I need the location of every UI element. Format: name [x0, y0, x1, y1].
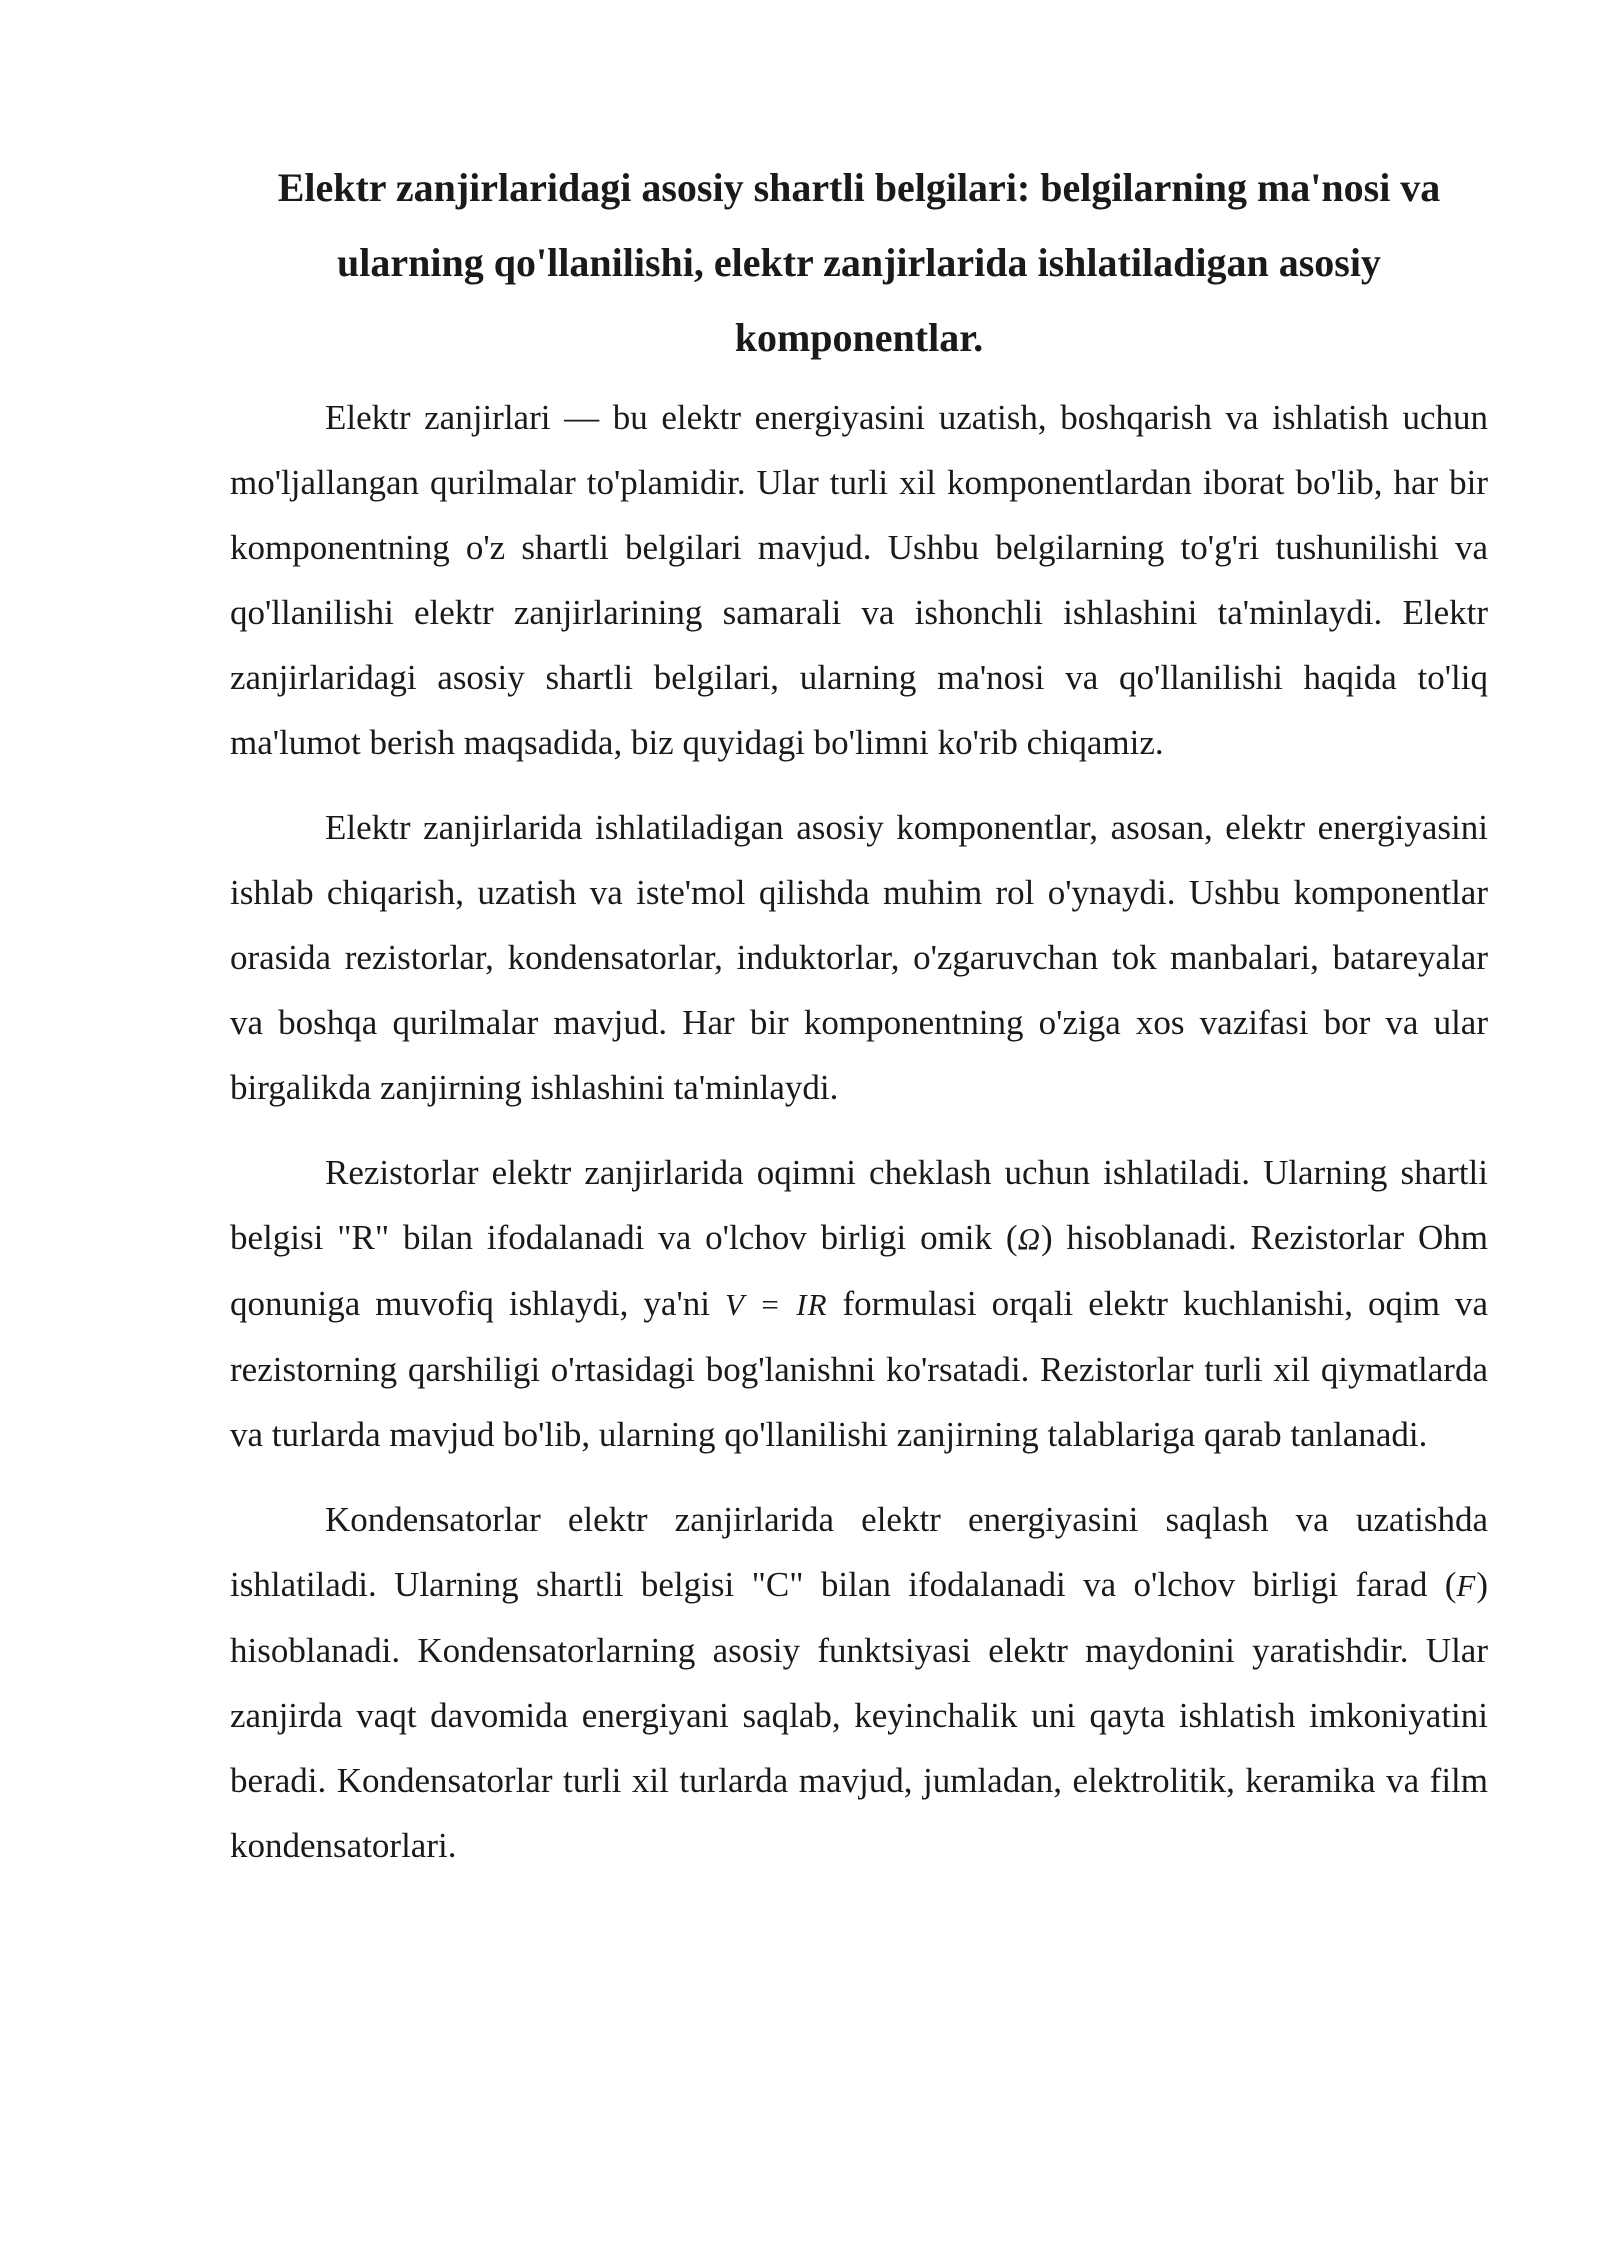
- paragraph-intro: Elektr zanjirlari — bu elektr energiyasini uzatish, boshqarish va ishlatish uchun mo'ljallangan qurilmalar to'plamidir. Ular turli xil komponentlardan iborat bo'lib, har bir komponentning o'z shartli belgilari mavjud. Ushbu belgilarning to'g'ri tushunilishi va qo'llanilishi elektr zanjirlarining samarali va ishonchli ishlashini ta'minlaydi. Elektr zanjirlaridagi asosiy shartli belgilari, ularning ma'nosi va qo'llanilishi haqida to'liq ma'lumot berish maqsadida, biz quyidagi bo'limni ko'rib chiqamiz.: [230, 398, 1488, 762]
- farad-symbol: F: [1456, 1568, 1477, 1603]
- resistor-text-2: ) hisoblanadi. Rezistorlar Ohm qonuniga muvofiq ishlaydi, ya'ni: [230, 1218, 1489, 1323]
- ohm-law-formula: V = IR: [724, 1287, 828, 1322]
- capacitor-text-1: Kondensatorlar elektr zanjirlarida elektr energiyasini saqlash va uzatishda ishlatiladi. Ularning shartli belgisi "C" bilan ifodalanadi va o'lchov birligi farad (: [230, 1500, 1488, 1604]
- resistor-text-1: Rezistorlar elektr zanjirlarida oqimni cheklash uchun ishlatiladi. Ularning shartli belgisi "R" bilan ifodalanadi va o'lchov birligi omik (: [230, 1153, 1488, 1257]
- paragraph-resistors: [230, 1140, 1488, 1467]
- document-page: [230, 150, 1488, 1898]
- document-title: Elektr zanjirlaridagi asosiy shartli belgilari: belgilarning ma'nosi va ularning qo'llanilishi, elektr zanjirlarida ishlatiladigan asosiy komponentlar.: [277, 165, 1441, 360]
- ohm-symbol: Ω: [1017, 1221, 1041, 1256]
- paragraph-components: Elektr zanjirlarida ishlatiladigan asosiy komponentlar, asosan, elektr energiyasini ishlab chiqarish, uzatish va iste'mol qilishda muhim rol o'ynaydi. Ushbu komponentlar orasida rezistorlar, kondensatorlar, induktorlar, o'zgaruvchan tok manbalari, batareyalar va boshqa qurilmalar mavjud. Har bir komponentning o'ziga xos vazifasi bor va ular birgalikda zanjirning ishlashini ta'minlaydi.: [230, 808, 1488, 1107]
- resistor-text-3: formulasi orqali elektr kuchlanishi, oqim va rezistorning qarshiligi o'rtasidagi bog'lanishni ko'rsatadi. Rezistorlar turli xil qiymatlarda va turlarda mavjud bo'lib, ularning qo'llanilishi zanjirning talablariga qarab tanlanadi.: [230, 1284, 1488, 1454]
- paragraph-capacitors: [230, 1487, 1488, 1878]
- capacitor-text-2: ) hisoblanadi. Kondensatorlarning asosiy funktsiyasi elektr maydonini yaratishdir. Ular zanjirda vaqt davomida energiyani saqlab, keyinchalik uni qayta ishlatish imkoniyatini beradi. Kondensatorlar turli xil turlarda mavjud, jumladan, elektrolitik, keramika va film kondensatorlari.: [230, 1565, 1488, 1865]
